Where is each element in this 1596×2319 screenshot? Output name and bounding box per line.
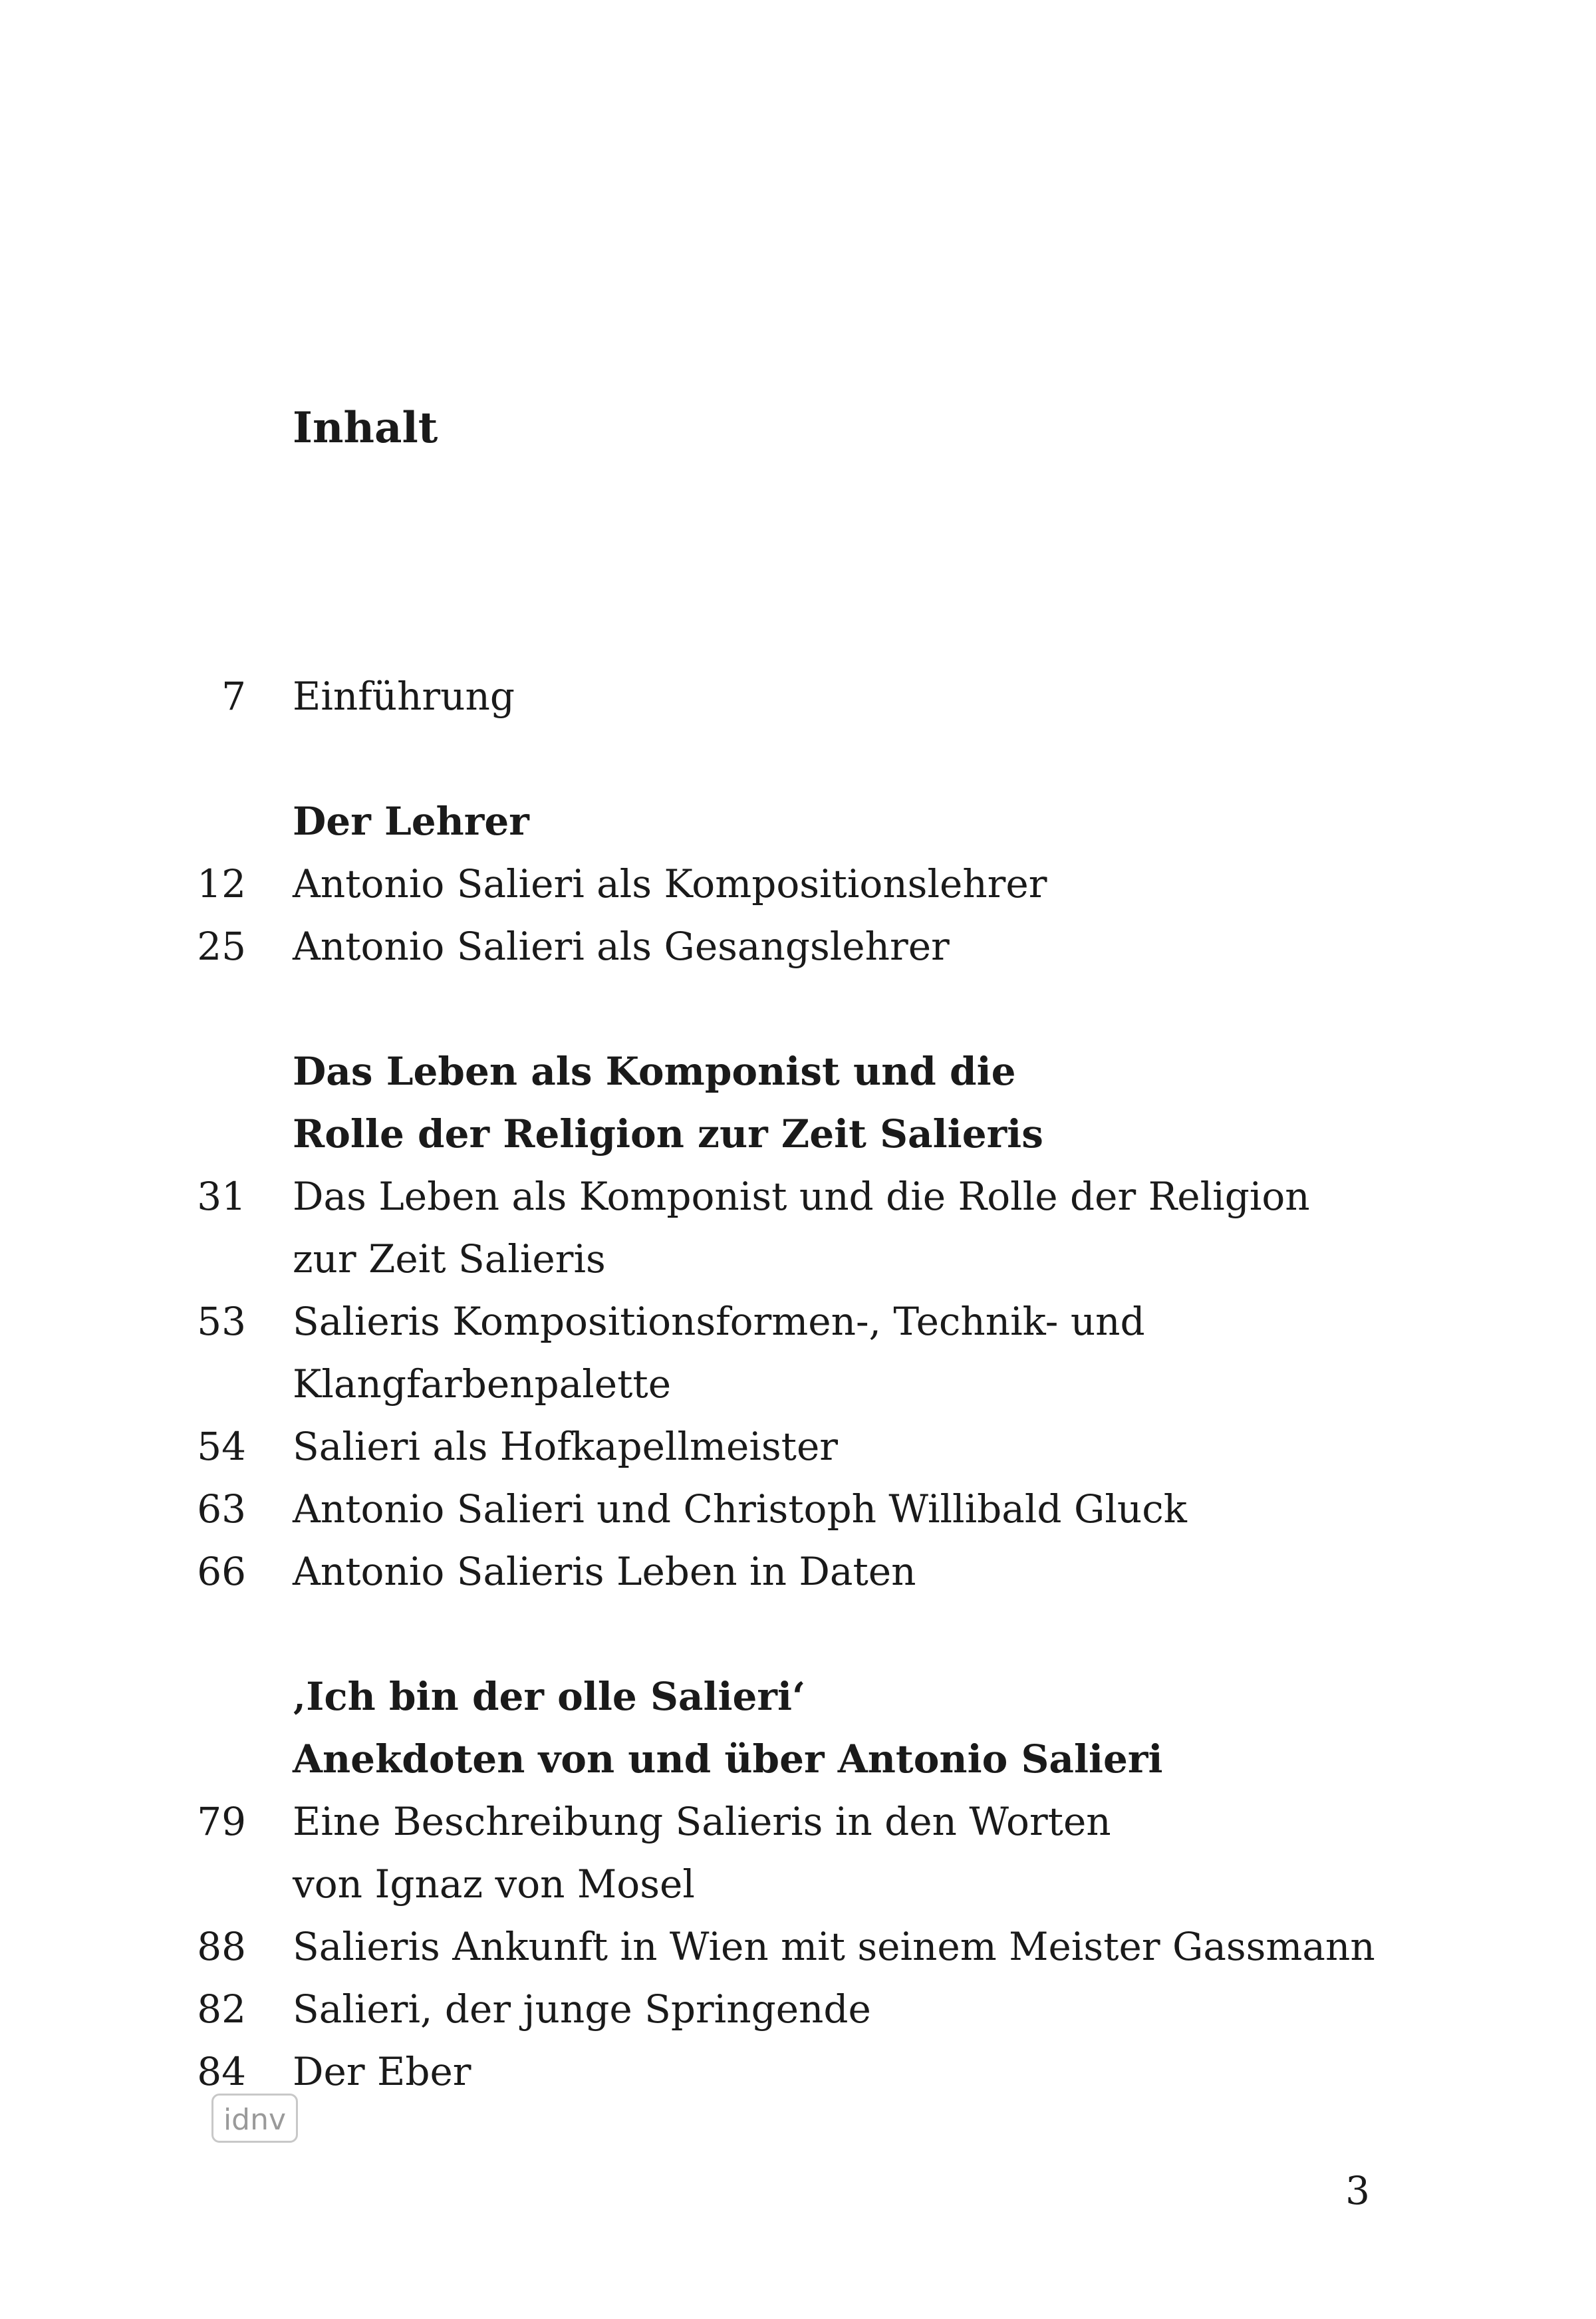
toc-entry-title: Antonio Salieri als Kompositionslehrer <box>293 861 1047 906</box>
toc-line <box>0 1040 1596 1103</box>
toc-entry-title: Salieris Kompositionsformen-, Technik- und <box>293 1299 1145 1344</box>
toc-section-title: ‚Ich bin der olle Salieri‘ <box>293 1674 806 1719</box>
toc-line <box>0 1353 1596 1415</box>
toc-line <box>0 1478 1596 1540</box>
toc-page-number: 12 <box>197 861 246 906</box>
watermark-stamp: idnv <box>211 2094 298 2143</box>
toc-line <box>0 1228 1596 1290</box>
toc-line <box>0 1415 1596 1478</box>
page-number: 3 <box>1345 2168 1370 2213</box>
toc-entry-title: Eine Beschreibung Salieris in den Worten <box>293 1799 1111 1844</box>
toc-entry-title: Das Leben als Komponist und die Rolle der Religion <box>293 1174 1310 1219</box>
toc-entry-title: Antonio Salieris Leben in Daten <box>293 1549 916 1594</box>
toc-page-number: 88 <box>197 1924 246 1969</box>
toc-page-number: 31 <box>197 1174 246 1219</box>
toc-line <box>0 1665 1596 1728</box>
toc-line <box>0 1790 1596 1853</box>
toc-page-number: 25 <box>197 924 246 969</box>
toc-entry-title: Salieri als Hofkapellmeister <box>293 1424 839 1469</box>
toc-line <box>0 915 1596 978</box>
toc-entry-title: zur Zeit Salieris <box>293 1236 606 1282</box>
toc-entry-title: Antonio Salieri und Christoph Willibald Gluck <box>293 1486 1187 1532</box>
toc-page-number: 54 <box>197 1424 246 1469</box>
toc-line <box>0 790 1596 853</box>
toc-section-title: Anekdoten von und über Antonio Salieri <box>293 1736 1163 1782</box>
toc-line <box>0 1103 1596 1165</box>
toc-page-number: 79 <box>197 1799 246 1844</box>
toc-entry-title: Antonio Salieri als Gesangslehrer <box>293 924 950 969</box>
toc-line <box>0 665 1596 728</box>
toc-page-number: 63 <box>197 1486 246 1532</box>
toc-line <box>0 1853 1596 1915</box>
toc-line <box>0 1165 1596 1228</box>
toc-line <box>0 1290 1596 1353</box>
toc-line <box>0 1728 1596 1790</box>
toc-page-number: 82 <box>197 1986 246 2032</box>
toc-entry-title: Klangfarbenpalette <box>293 1361 672 1407</box>
toc-section-title: Rolle der Religion zur Zeit Salieris <box>293 1111 1043 1157</box>
toc-page-number: 66 <box>197 1549 246 1594</box>
toc-line <box>0 1540 1596 1603</box>
toc-page-number: 53 <box>197 1299 246 1344</box>
toc-entry-title: Salieri, der junge Springende <box>293 1986 871 2032</box>
toc-entry-title: Der Eber <box>293 2049 471 2094</box>
toc-heading: Inhalt <box>293 403 438 453</box>
toc-page-number: 7 <box>221 674 246 719</box>
toc-section-title: Das Leben als Komponist und die <box>293 1049 1016 1094</box>
toc-entry-title: Salieris Ankunft in Wien mit seinem Meister Gassmann <box>293 1924 1375 1969</box>
toc-entry-title: von Ignaz von Mosel <box>293 1861 695 1907</box>
toc-section-title: Der Lehrer <box>293 799 529 844</box>
toc-entry-title: Einführung <box>293 674 515 719</box>
toc-page-number: 84 <box>197 2049 246 2094</box>
toc-line <box>0 853 1596 915</box>
toc-line <box>0 1978 1596 2040</box>
toc-line <box>0 1915 1596 1978</box>
